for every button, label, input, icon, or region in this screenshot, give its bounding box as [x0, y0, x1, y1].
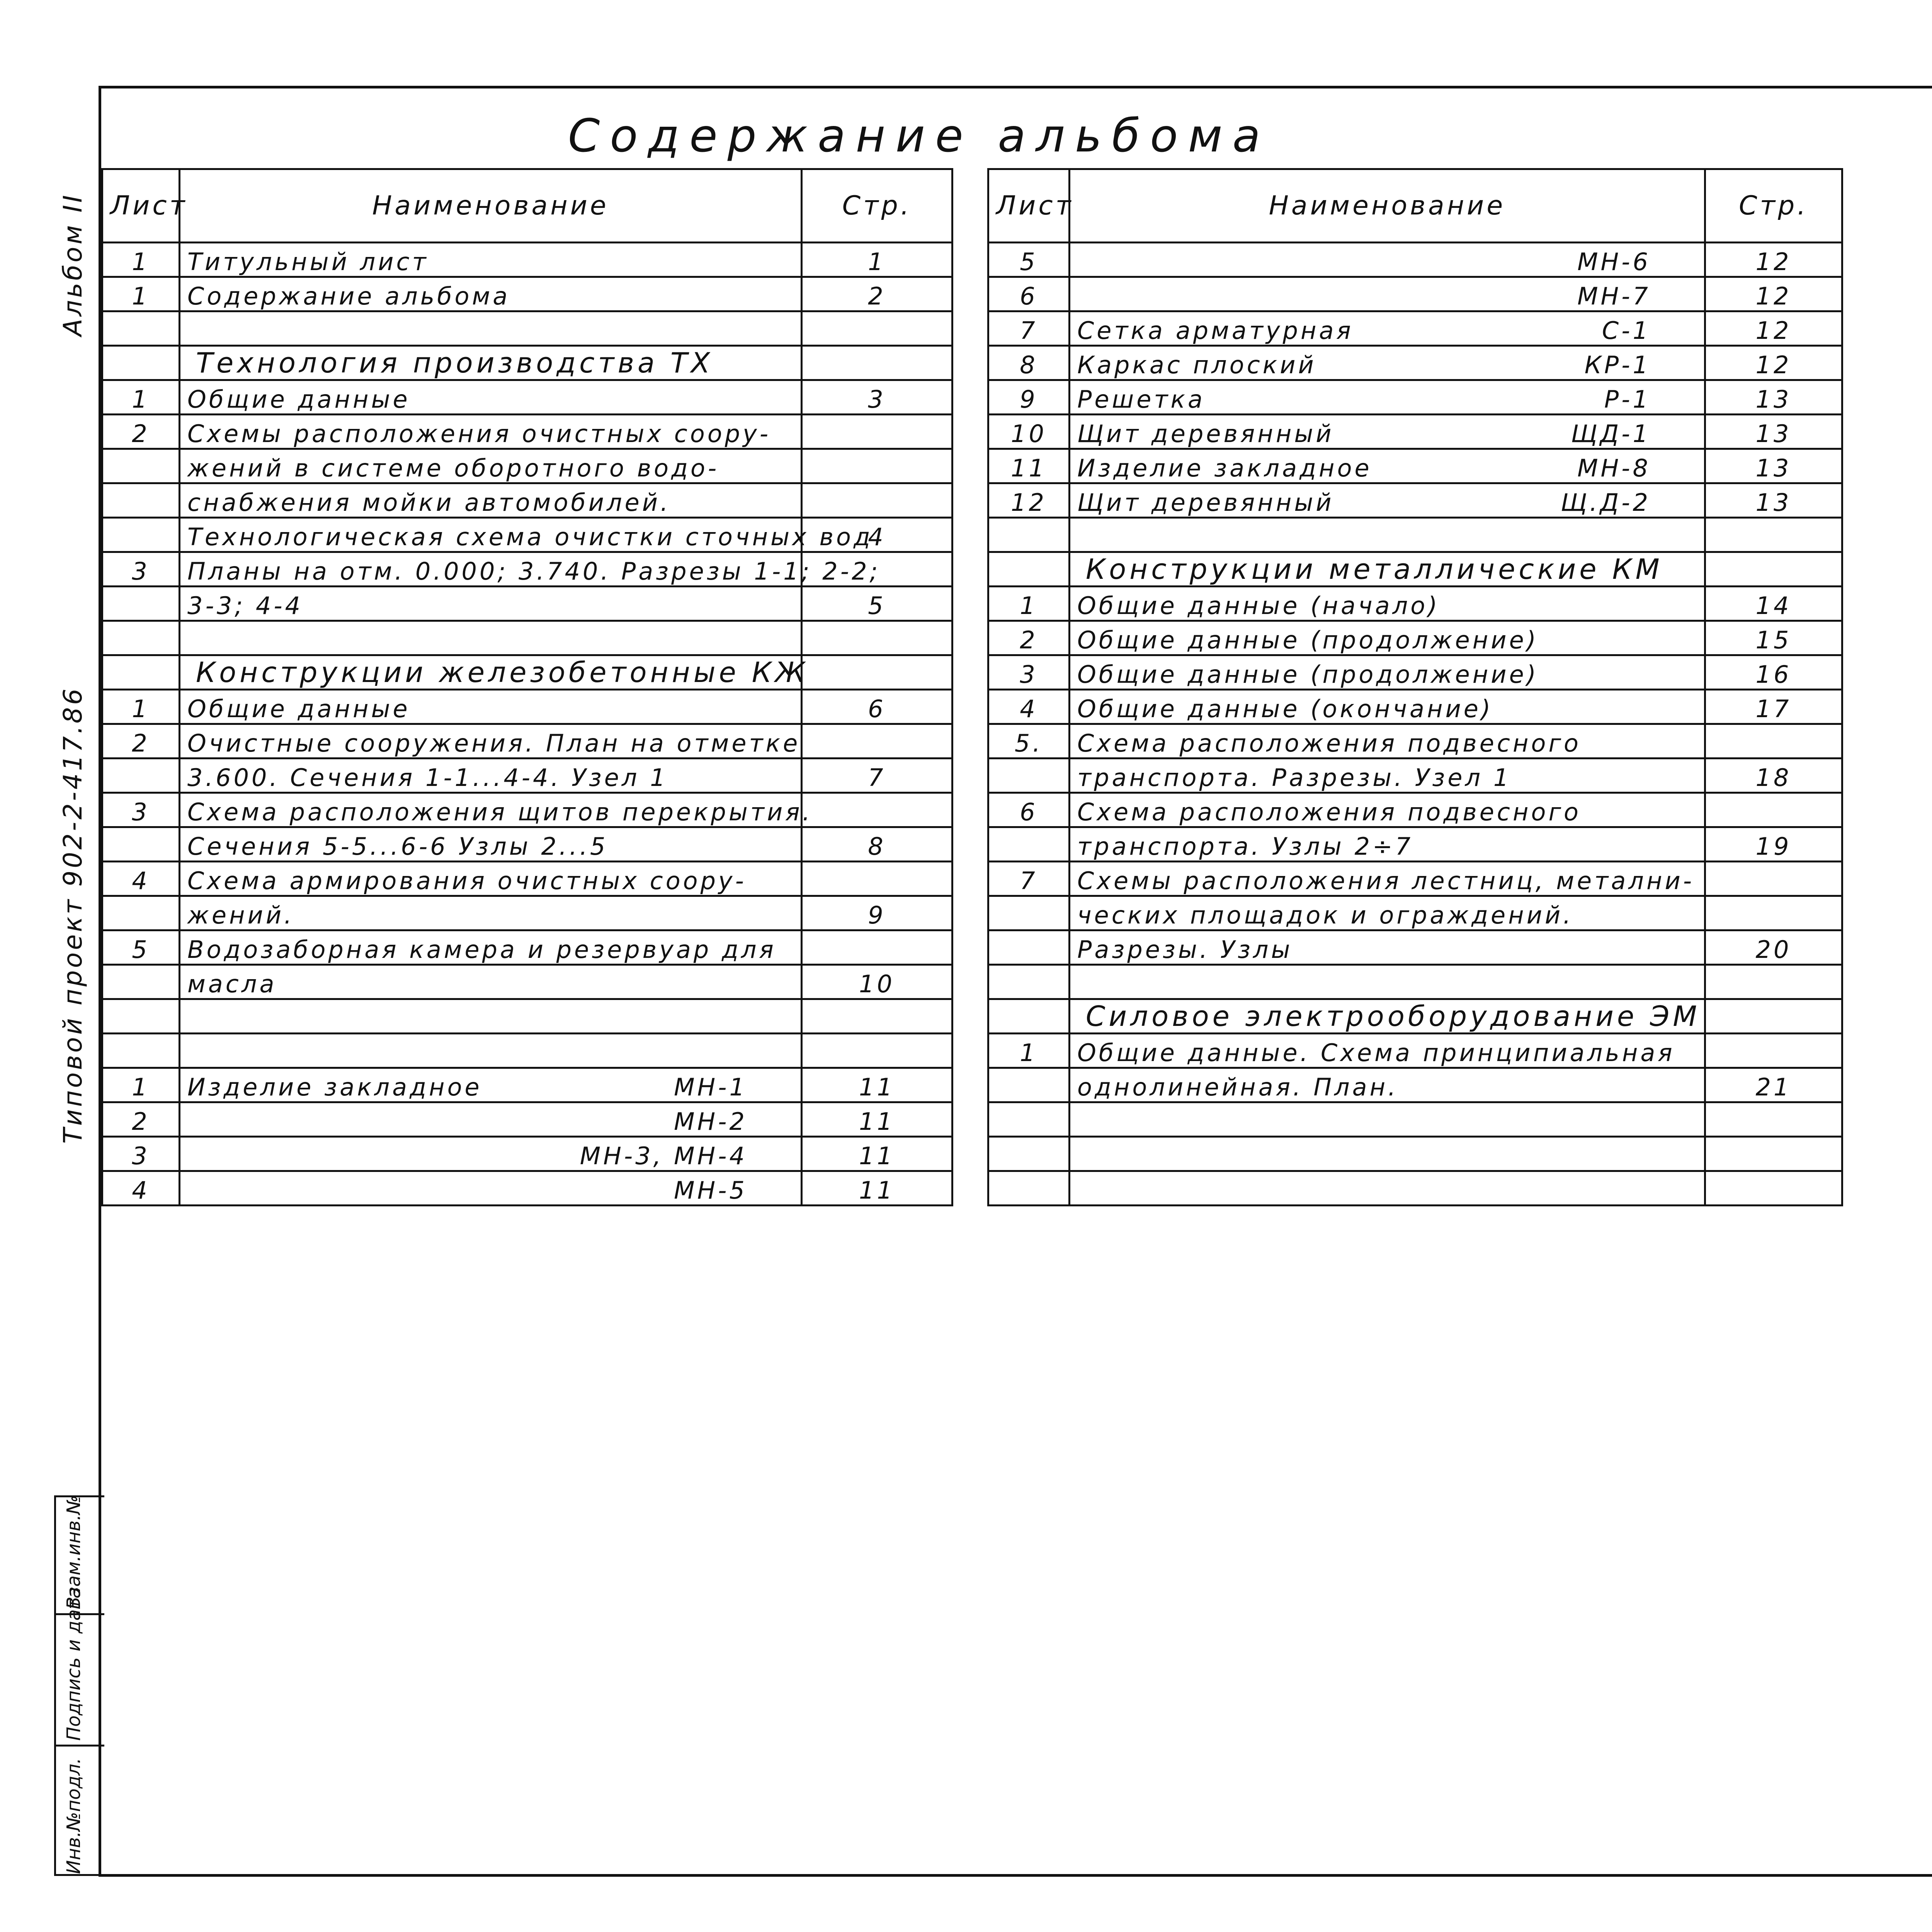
name-text: Общие данные (продолжение) — [1077, 660, 1539, 689]
name-text: Общие данные (начало) — [1077, 592, 1440, 620]
section-heading — [1070, 552, 1705, 587]
name-cell — [1070, 449, 1705, 483]
sheet-cell: 1 — [102, 380, 180, 415]
table-row — [102, 552, 952, 587]
name-cell — [180, 449, 802, 483]
name-text: Общие данные (окончание) — [1077, 695, 1493, 723]
sheet-cell: 7 — [988, 311, 1070, 346]
table-row — [988, 483, 1842, 518]
name-text: ческих площадок и ограждений. — [1077, 901, 1574, 929]
sheet-cell: 7 — [988, 862, 1070, 896]
item-code: КР-1 — [1584, 351, 1651, 379]
name-text: Общие данные (продолжение) — [1077, 626, 1539, 654]
name-cell — [1070, 1102, 1705, 1137]
name-cell — [180, 999, 802, 1034]
page-cell: 13 — [1705, 449, 1842, 483]
table-row — [988, 965, 1842, 999]
page-cell — [1705, 518, 1842, 552]
sheet-cell — [988, 552, 1070, 587]
page-cell: 8 — [802, 827, 952, 862]
table-row — [102, 243, 952, 277]
item-code: МН-6 — [1577, 248, 1651, 276]
page-cell: 12 — [1705, 346, 1842, 380]
sheet-cell: 1 — [102, 1068, 180, 1102]
page-cell: 11 — [802, 1171, 952, 1206]
table-row — [102, 380, 952, 415]
name-text: Схема армирования очистных соору- — [187, 867, 747, 895]
sheet-cell: 5. — [988, 724, 1070, 759]
name-cell — [180, 1034, 802, 1068]
name-cell — [1070, 862, 1705, 896]
page-cell — [802, 346, 952, 380]
table-row — [102, 587, 952, 621]
table-row — [988, 724, 1842, 759]
page-cell — [802, 483, 952, 518]
page-cell — [1705, 862, 1842, 896]
table-row — [988, 759, 1842, 793]
sheet-cell: 10 — [988, 415, 1070, 449]
table-row — [102, 449, 952, 483]
item-code: МН-3, МН-4 — [580, 1142, 747, 1170]
sheet-cell — [988, 896, 1070, 930]
name-cell — [180, 415, 802, 449]
sheet-cell: 11 — [988, 449, 1070, 483]
name-cell — [1070, 655, 1705, 690]
name-text: Конструкции железобетонные КЖ — [196, 656, 809, 689]
sheet-cell — [102, 483, 180, 518]
name-text: Каркас плоский — [1077, 351, 1316, 379]
table-row — [988, 621, 1842, 655]
header-sheet: Лист — [988, 169, 1070, 243]
page-cell — [1705, 896, 1842, 930]
table-row — [988, 862, 1842, 896]
sheet-cell: 6 — [988, 793, 1070, 827]
table-row — [102, 1137, 952, 1171]
table-row — [102, 896, 952, 930]
page-cell: 16 — [1705, 655, 1842, 690]
sheet-cell: 8 — [988, 346, 1070, 380]
table-row — [102, 793, 952, 827]
name-cell — [1070, 483, 1705, 518]
table-row — [102, 483, 952, 518]
name-cell — [180, 690, 802, 724]
table-row — [988, 1068, 1842, 1102]
page-cell — [802, 724, 952, 759]
name-text: Сетка арматурная — [1077, 316, 1354, 345]
name-text: 3-3; 4-4 — [187, 592, 303, 620]
name-cell — [180, 1102, 802, 1137]
header-page: Стр. — [1705, 169, 1842, 243]
table-row — [102, 311, 952, 346]
sheet-cell — [102, 759, 180, 793]
page-cell: 20 — [1705, 930, 1842, 965]
page-cell — [1705, 1034, 1842, 1068]
sheet-cell: 6 — [988, 277, 1070, 311]
table-row — [102, 759, 952, 793]
sheet-cell: 2 — [988, 621, 1070, 655]
name-text: Щит деревянный — [1077, 420, 1334, 448]
table-row — [102, 1171, 952, 1206]
name-cell — [1070, 759, 1705, 793]
sheet-cell: 1 — [988, 1034, 1070, 1068]
section-heading — [1070, 999, 1705, 1034]
name-cell — [180, 587, 802, 621]
name-cell — [1070, 690, 1705, 724]
name-text: Общие данные — [187, 695, 410, 723]
table-row — [988, 999, 1842, 1034]
page-cell: 13 — [1705, 415, 1842, 449]
sheet-cell: 2 — [102, 724, 180, 759]
name-cell — [180, 1171, 802, 1206]
page-cell — [802, 1034, 952, 1068]
name-text: Изделие закладное — [1077, 454, 1372, 482]
page-cell: 6 — [802, 690, 952, 724]
name-cell — [1070, 1171, 1705, 1206]
sheet-cell — [102, 346, 180, 380]
name-cell — [1070, 277, 1705, 311]
table-row — [988, 415, 1842, 449]
sheet-cell — [102, 449, 180, 483]
table-row — [988, 793, 1842, 827]
name-cell — [1070, 243, 1705, 277]
sheet-cell — [102, 965, 180, 999]
table-row — [988, 243, 1842, 277]
name-cell — [1070, 965, 1705, 999]
table-row — [102, 1102, 952, 1137]
stamp-separator — [56, 1745, 104, 1747]
sheet-cell — [102, 311, 180, 346]
name-cell — [1070, 621, 1705, 655]
table-row — [102, 415, 952, 449]
table-row — [102, 1034, 952, 1068]
name-cell — [180, 965, 802, 999]
name-cell — [1070, 380, 1705, 415]
name-cell — [180, 930, 802, 965]
section-heading — [180, 655, 809, 690]
item-code: МН-1 — [674, 1073, 747, 1101]
item-code: Р-1 — [1604, 385, 1651, 413]
sheet-cell: 9 — [988, 380, 1070, 415]
sheet-cell: 4 — [102, 862, 180, 896]
sign-date-label: Подпись и дата — [63, 1587, 85, 1741]
item-code: С-1 — [1602, 316, 1651, 345]
table-row — [102, 724, 952, 759]
name-text: 3.600. Сечения 1-1...4-4. Узел 1 — [187, 764, 668, 792]
sheet-cell: 5 — [988, 243, 1070, 277]
page-cell: 12 — [1705, 311, 1842, 346]
table-row — [102, 518, 952, 552]
name-text: масла — [187, 970, 277, 998]
page-cell — [1705, 999, 1842, 1034]
name-text: транспорта. Разрезы. Узел 1 — [1077, 764, 1512, 792]
name-text: жений. — [187, 901, 294, 929]
table-row — [988, 655, 1842, 690]
name-text: однолинейная. План. — [1077, 1073, 1398, 1101]
table-row — [102, 1068, 952, 1102]
sheet-cell: 1 — [102, 277, 180, 311]
contents-table-left — [101, 168, 953, 1206]
sheet-cell: 1 — [102, 243, 180, 277]
name-cell — [180, 862, 802, 896]
page-title: Содержание альбома — [568, 109, 1270, 162]
name-cell — [180, 621, 802, 655]
page-cell: 4 — [802, 518, 952, 552]
name-cell — [180, 243, 802, 277]
sheet-cell: 2 — [102, 415, 180, 449]
name-cell — [1070, 1068, 1705, 1102]
item-code: МН-2 — [674, 1107, 747, 1136]
sheet-cell — [988, 827, 1070, 862]
table-row — [102, 999, 952, 1034]
sheet-cell — [102, 518, 180, 552]
sheet-cell — [102, 896, 180, 930]
name-text: Общие данные — [187, 385, 410, 413]
table-row — [988, 930, 1842, 965]
name-text: Очистные сооружения. План на отметке — [187, 729, 801, 757]
album-label: Альбом II — [58, 192, 88, 336]
sheet-cell: 1 — [102, 690, 180, 724]
page-cell: 5 — [802, 587, 952, 621]
name-cell — [180, 311, 802, 346]
sheet-cell: 3 — [102, 1137, 180, 1171]
name-cell — [1070, 1034, 1705, 1068]
name-cell — [1070, 793, 1705, 827]
sheet-cell: 3 — [988, 655, 1070, 690]
table-row — [988, 1137, 1842, 1171]
name-cell — [1070, 896, 1705, 930]
page-cell: 13 — [1705, 483, 1842, 518]
sheet-cell — [102, 587, 180, 621]
header-page: Стр. — [802, 169, 952, 243]
page-cell — [802, 999, 952, 1034]
name-cell — [1070, 827, 1705, 862]
sheet-cell — [988, 930, 1070, 965]
page-cell — [1705, 965, 1842, 999]
page-cell: 17 — [1705, 690, 1842, 724]
table-row — [102, 655, 952, 690]
table-row — [102, 690, 952, 724]
name-text: жений в системе оборотного водо- — [187, 454, 719, 482]
inv-no-label: Инв.№подл. — [63, 1758, 85, 1874]
table-row — [988, 311, 1842, 346]
table-row — [102, 930, 952, 965]
sheet-cell: 2 — [102, 1102, 180, 1137]
sheet-cell — [988, 1102, 1070, 1137]
name-text: снабжения мойки автомобилей. — [187, 488, 671, 517]
name-text: Щит деревянный — [1077, 488, 1334, 517]
page-cell: 12 — [1705, 243, 1842, 277]
name-cell — [180, 483, 802, 518]
name-cell — [180, 277, 802, 311]
page-cell — [802, 655, 952, 690]
table-row — [988, 277, 1842, 311]
name-text: Общие данные. Схема принципиальная — [1077, 1039, 1675, 1067]
sheet-cell: 4 — [102, 1171, 180, 1206]
name-text: Схемы расположения лестниц, метални- — [1077, 867, 1695, 895]
name-cell — [1070, 415, 1705, 449]
sheet-cell — [988, 518, 1070, 552]
table-row — [988, 449, 1842, 483]
page-cell — [1705, 793, 1842, 827]
name-cell — [180, 1137, 802, 1171]
table-row — [102, 827, 952, 862]
table-row — [102, 862, 952, 896]
sheet-cell — [102, 621, 180, 655]
table-row — [988, 690, 1842, 724]
table-row — [988, 552, 1842, 587]
page-cell: 11 — [802, 1137, 952, 1171]
page-cell: 18 — [1705, 759, 1842, 793]
name-cell — [1070, 311, 1705, 346]
sheet-cell — [988, 1171, 1070, 1206]
table-row — [988, 1034, 1842, 1068]
name-text: Схема расположения подвесного — [1077, 729, 1581, 757]
name-text: Титульный лист — [187, 248, 429, 276]
page-cell: 3 — [802, 380, 952, 415]
table-row — [988, 896, 1842, 930]
page-cell — [802, 793, 952, 827]
project-label: Типовой проект 902-2-417.86 — [58, 686, 88, 1144]
name-cell — [180, 380, 802, 415]
page-cell — [802, 311, 952, 346]
sheet-cell — [102, 655, 180, 690]
page-cell: 12 — [1705, 277, 1842, 311]
page-cell — [802, 415, 952, 449]
page-cell: 1 — [802, 243, 952, 277]
table-row — [988, 380, 1842, 415]
page-cell: 2 — [802, 277, 952, 311]
replace-inv-label: Взам.инв.№ — [63, 1495, 85, 1609]
name-cell — [180, 896, 802, 930]
item-code: ЩД-1 — [1571, 420, 1651, 448]
item-code: МН-8 — [1577, 454, 1651, 482]
page-cell: 15 — [1705, 621, 1842, 655]
table-row — [102, 621, 952, 655]
sheet-cell: 3 — [102, 793, 180, 827]
sheet-cell — [988, 999, 1070, 1034]
page-cell: 14 — [1705, 587, 1842, 621]
name-cell — [1070, 1137, 1705, 1171]
item-code: МН-5 — [674, 1176, 747, 1204]
table-row — [988, 1171, 1842, 1206]
table-row — [988, 827, 1842, 862]
name-cell — [180, 827, 802, 862]
page-cell — [802, 449, 952, 483]
name-cell — [180, 552, 881, 587]
page-cell: 13 — [1705, 380, 1842, 415]
name-text: Технология производства ТХ — [196, 347, 714, 379]
page-cell: 11 — [802, 1068, 952, 1102]
sheet-cell: 5 — [102, 930, 180, 965]
name-cell — [180, 1068, 802, 1102]
name-cell — [1070, 587, 1705, 621]
name-cell — [1070, 518, 1705, 552]
name-cell — [1070, 930, 1705, 965]
sheet-cell — [988, 1068, 1070, 1102]
name-cell — [180, 518, 873, 552]
name-text: Силовое электрооборудование ЭМ — [1086, 1000, 1701, 1032]
sheet-cell — [102, 1034, 180, 1068]
table-row — [102, 965, 952, 999]
name-cell — [180, 793, 813, 827]
page-cell — [1705, 1171, 1842, 1206]
name-cell — [1070, 346, 1705, 380]
page-cell — [1705, 724, 1842, 759]
page-cell — [1705, 552, 1842, 587]
name-text: Технологическая схема очистки сточных вод — [187, 523, 873, 551]
name-cell — [180, 759, 802, 793]
page-cell: 19 — [1705, 827, 1842, 862]
name-text: Разрезы. Узлы — [1077, 935, 1293, 964]
name-text: Сечения 5-5...6-6 Узлы 2...5 — [187, 832, 608, 861]
sheet-cell: 1 — [988, 587, 1070, 621]
name-text: Схемы расположения очистных соору- — [187, 420, 771, 448]
name-text: Решетка — [1077, 385, 1205, 413]
page-cell — [802, 621, 952, 655]
item-code: МН-7 — [1577, 282, 1651, 310]
name-cell — [180, 724, 802, 759]
page-cell — [802, 930, 952, 965]
table-row — [988, 1102, 1842, 1137]
item-code: Щ.Д-2 — [1561, 488, 1651, 517]
table-row — [988, 346, 1842, 380]
sheet-cell: 3 — [102, 552, 180, 587]
page-cell — [1705, 1102, 1842, 1137]
name-text: Содержание альбома — [187, 282, 510, 310]
name-text: Изделие закладное — [187, 1073, 482, 1101]
page-cell: 9 — [802, 896, 952, 930]
name-text: Водозаборная камера и резервуар для — [187, 935, 776, 964]
stamp-box — [54, 1495, 104, 1876]
page-cell: 21 — [1705, 1068, 1842, 1102]
sheet-cell — [988, 759, 1070, 793]
sheet-cell: 4 — [988, 690, 1070, 724]
header-sheet: Лист — [102, 169, 180, 243]
table-row — [102, 346, 952, 380]
name-text: транспорта. Узлы 2÷7 — [1077, 832, 1413, 861]
header-name: Наименование — [180, 169, 802, 243]
table-header — [988, 169, 1842, 243]
table-row — [988, 587, 1842, 621]
page-cell — [802, 862, 952, 896]
page-cell: 10 — [802, 965, 952, 999]
page-cell: 7 — [802, 759, 952, 793]
page-cell — [1705, 1137, 1842, 1171]
table-row — [988, 518, 1842, 552]
section-heading — [180, 346, 802, 380]
name-text: Планы на отм. 0.000; 3.740. Разрезы 1-1; 2-2; — [187, 557, 881, 585]
sheet-cell — [988, 965, 1070, 999]
name-text: Конструкции металлические КМ — [1086, 553, 1663, 585]
sheet-cell — [988, 1137, 1070, 1171]
table-row — [102, 277, 952, 311]
sheet-cell — [102, 827, 180, 862]
name-text: Схема расположения щитов перекрытия. — [187, 798, 813, 826]
sheet-cell: 12 — [988, 483, 1070, 518]
contents-table-right — [987, 168, 1843, 1206]
name-text: Схема расположения подвесного — [1077, 798, 1581, 826]
page-cell: 11 — [802, 1102, 952, 1137]
name-cell — [1070, 724, 1705, 759]
table-header — [102, 169, 952, 243]
sheet-cell — [102, 999, 180, 1034]
header-name: Наименование — [1070, 169, 1705, 243]
